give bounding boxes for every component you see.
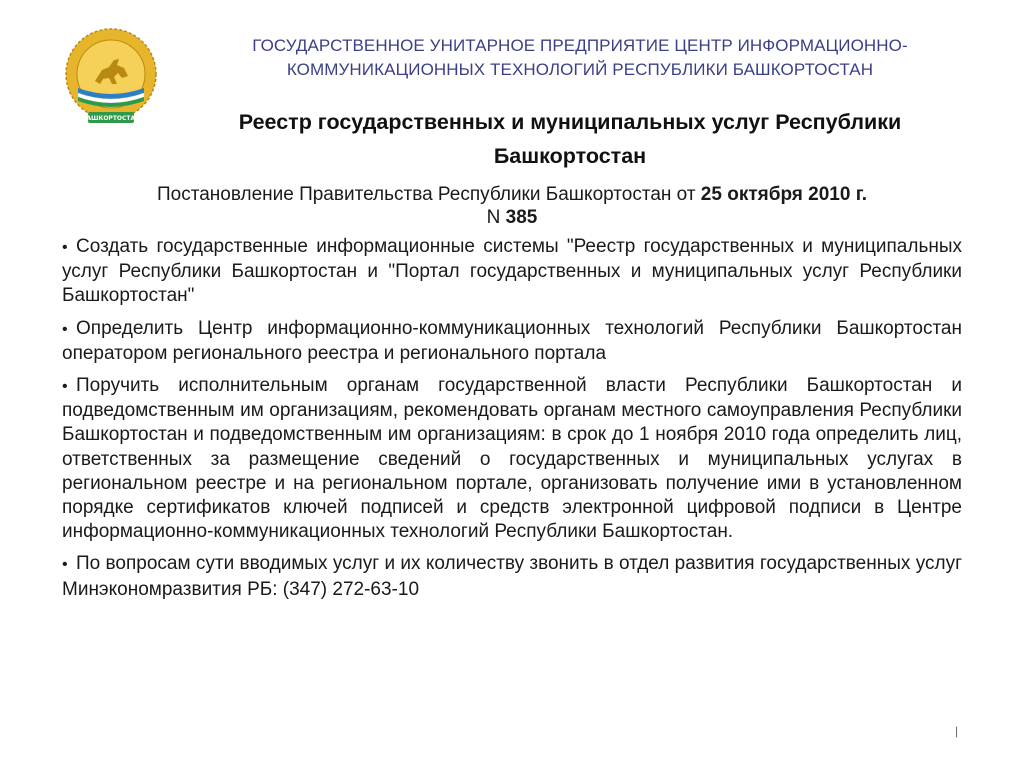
list-item-text: Создать государственные информационные системы "Реестр государственных и муниципальных услуг Республики Башкортостан и "Портал государственных и муниципальных услуг Республики Башкортостан" (62, 236, 962, 307)
bullet-marker: • (62, 556, 68, 574)
page-marker: | (955, 724, 959, 738)
list-item (62, 374, 962, 544)
bullet-list (62, 235, 962, 610)
emblem-icon (62, 26, 160, 128)
bullet-marker: • (62, 320, 68, 338)
organization-title (230, 34, 930, 82)
bullet-marker: • (62, 239, 68, 256)
page-title-line2: Башкортостан (493, 144, 647, 168)
list-item (62, 235, 962, 309)
page-title (180, 105, 960, 173)
decree-prefix: Постановление Правительства Республики Башкортостан от (156, 184, 701, 205)
list-item-text: Определить Центр информационно-коммуникационных технологий Республики Башкортостан оператором регионального реестра и регионального портала (62, 317, 962, 364)
organization-title-line1: ГОСУДАРСТВЕННОЕ УНИТАРНОЕ ПРЕДПРИЯТИЕ ЦЕНТР ИНФОРМАЦИОННО- (252, 36, 908, 55)
organization-title-line2: КОММУНИКАЦИОННЫХ ТЕХНОЛОГИЙ РЕСПУБЛИКИ БАШКОРТОСТАН (286, 60, 874, 79)
list-item (62, 317, 962, 366)
decree-reference (60, 183, 964, 229)
decree-number: 385 (505, 207, 538, 228)
decree-date: 25 октября 2010 г. (700, 184, 868, 205)
list-item-text: По вопросам сути вводимых услуг и их количеству звонить в отдел развития государственных услуг Минэкономразвития РБ: (347) 272-63-10 (62, 553, 962, 600)
page-title-line1: Реестр государственных и муниципальных услуг Республики (238, 110, 902, 134)
decree-line1 (60, 183, 964, 206)
bullet-marker: • (62, 378, 68, 396)
decree-number-prefix: N (486, 207, 506, 228)
bashkortostan-emblem (62, 26, 160, 128)
decree-line2 (60, 206, 964, 229)
list-item (62, 552, 962, 601)
list-item-text: Поручить исполнительным органам государственной власти Республики Башкортостан и подведомственным им организациям, рекомендовать органам местного самоуправления Республики Башкортостан и подведомственным им организациям: в срок до 1 ноября 2010 года определить лиц, ответственных за размещение сведений о государственных и муниципальных услугах в региональном реестре и на региональном портале, организовать получение ими в установленном порядке сертификатов ключей подписей и средств электронной цифровой подписи в Центре информационно-коммуникационных технологий Республики Башкортостан. (62, 375, 962, 543)
emblem-inscription: БАШКОРТОСТАН (81, 115, 141, 122)
